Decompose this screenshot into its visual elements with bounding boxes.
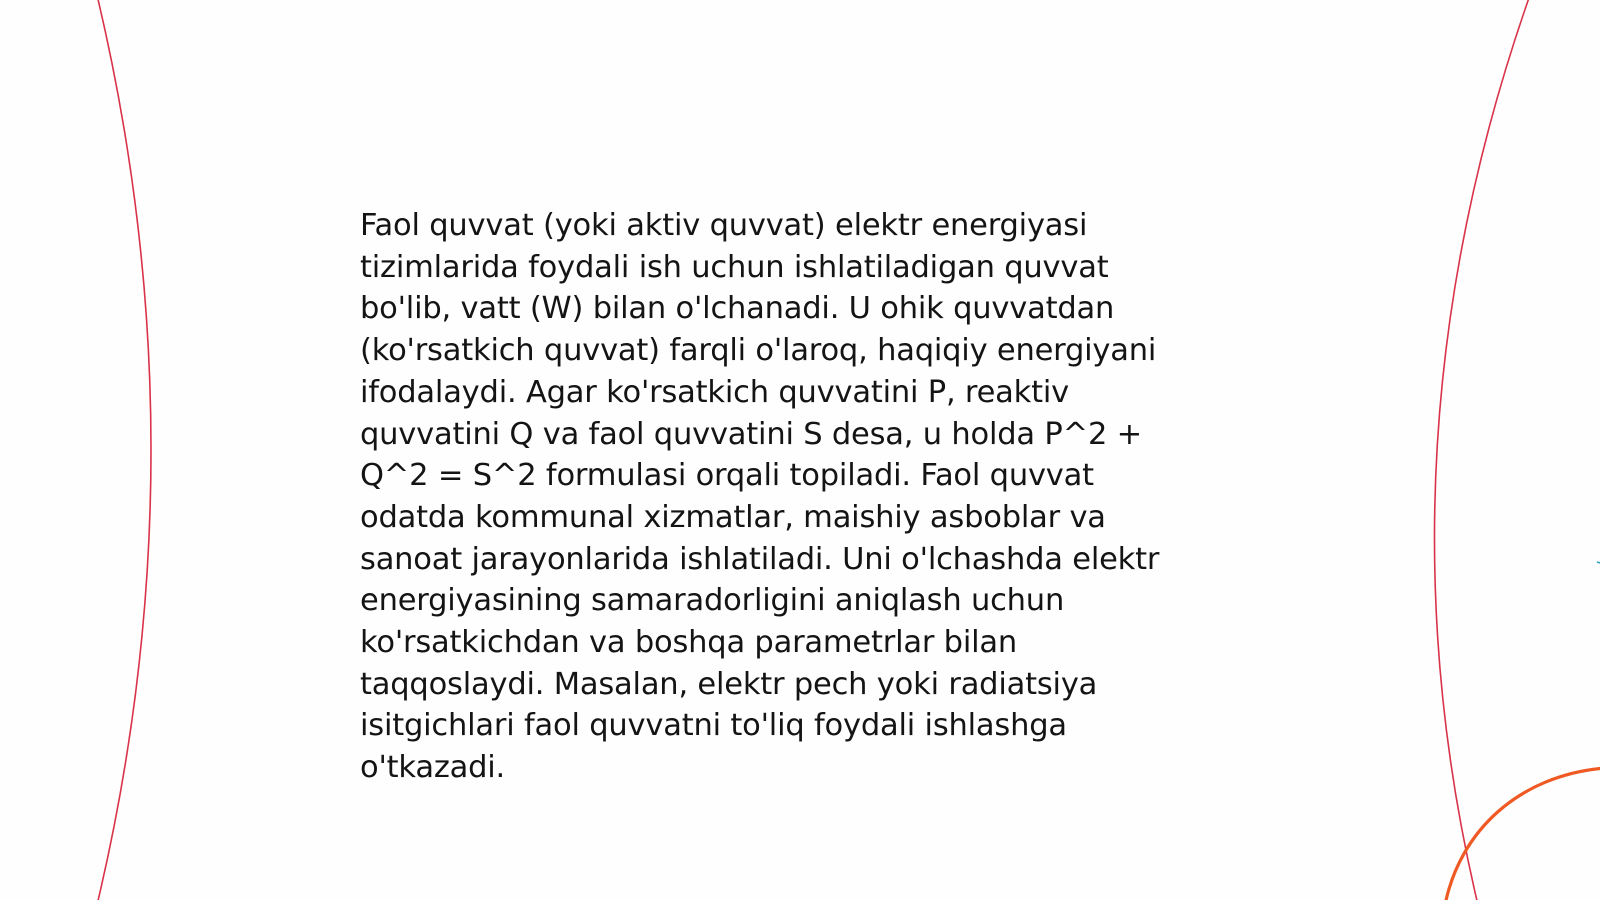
body-line: sanoat jarayonlarida ishlatiladi. Uni o'lchashda elektr bbox=[360, 541, 1160, 577]
body-line: bo'lib, vatt (W) bilan o'lchanadi. U ohik quvvatdan bbox=[360, 291, 1115, 327]
right-red-arc bbox=[1434, 0, 1530, 900]
body-line: taqqoslaydi. Masalan, elektr pech yoki radiatsiya bbox=[360, 666, 1098, 702]
body-line: Faol quvvat (yoki aktiv quvvat) elektr energiyasi bbox=[360, 208, 1088, 243]
body-line: energiyasining samaradorligini aniqlash uchun bbox=[360, 583, 1065, 619]
orange-corner-arc bbox=[1445, 768, 1600, 900]
body-line: ko'rsatkichdan va boshqa parametrlar bilan bbox=[360, 625, 1018, 661]
body-line: isitgichlari faol quvvatni to'liq foydali ishlashga bbox=[360, 708, 1067, 744]
body-line: quvvatini Q va faol quvvatini S desa, u holda P^2 + bbox=[360, 416, 1143, 452]
body-line: odatda kommunal xizmatlar, maishiy asboblar va bbox=[360, 499, 1106, 535]
body-line: Q^2 = S^2 formulasi orqali topiladi. Faol quvvat bbox=[360, 458, 1094, 494]
body-line: ifodalaydi. Agar ko'rsatkich quvvatini P, reaktiv bbox=[360, 374, 1070, 410]
body-line: tizimlarida foydali ish uchun ishlatiladigan quvvat bbox=[360, 249, 1109, 285]
body-paragraph bbox=[360, 205, 1230, 789]
body-line: o'tkazadi. bbox=[360, 750, 506, 786]
body-line: (ko'rsatkich quvvat) farqli o'laroq, haqiqiy energiyani bbox=[360, 333, 1157, 369]
left-red-arc bbox=[97, 0, 151, 900]
